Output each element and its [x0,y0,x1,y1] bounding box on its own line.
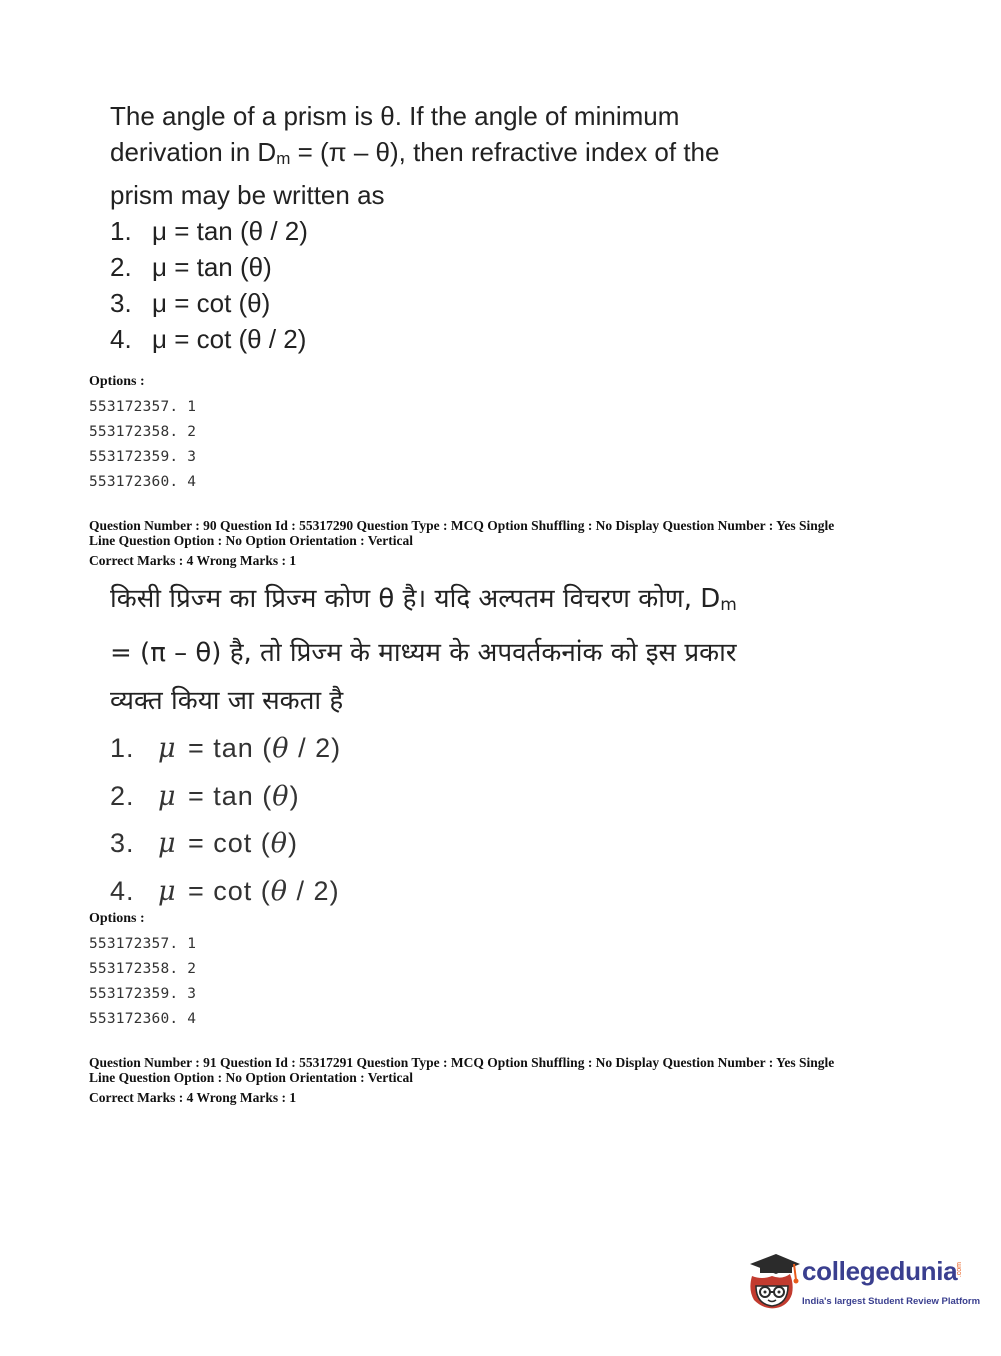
option-text: = cot ( [188,828,271,858]
option-number: 1. [110,733,135,763]
theta-symbol: θ [270,828,289,859]
marks-line: Correct Marks : 4 Wrong Marks : 1 [89,553,297,568]
option-id-line: 553172359. 3 [89,449,197,465]
theta-symbol: θ [270,875,289,907]
option-text: ) [288,828,299,858]
theta-symbol: θ [272,733,290,764]
hindi-text: किसी प्रिज्म का प्रिज्म कोण θ है। यदि अल्पतम विचरण कोण, D [110,584,721,614]
hindi-stem-line: = (π – θ) है, तो प्रिज्म के माध्यम के अपवर्तकनांक को इस प्रकार [110,638,737,668]
meta-line: Line Question Option : No Option Orientation : Vertical [89,1070,414,1085]
meta-line: Question Number : 90 Question Id : 55317290 Question Type : MCQ Option Shuffling : No Display Question Number : Yes Single [89,518,835,533]
option-number: 4. [110,875,135,906]
option-text: ) [289,780,300,811]
option-number: 3. [110,828,135,858]
option-number: 3. [110,288,132,318]
brand-tagline: India's largest Student Review Platform [802,1296,981,1307]
stem-text: derivation in D [110,137,277,167]
mu-symbol: μ [158,875,177,907]
option-text: / 2) [289,733,342,763]
meta-line: Line Question Option : No Option Orientation : Vertical [89,533,414,548]
option-id-line: 553172359. 3 [89,986,197,1002]
option-id-line: 553172360. 4 [89,474,197,490]
meta-line: Question Number : 91 Question Id : 55317291 Question Type : MCQ Option Shuffling : No Display Question Number : Yes Single [89,1055,835,1070]
option-id-line: 553172357. 1 [89,936,197,952]
mu-symbol: μ [158,780,177,812]
option-text: = cot ( [188,875,271,906]
question-meta [89,1055,919,1105]
options-list [89,373,389,495]
brand-domain: .com [956,1262,963,1278]
answer-option [110,773,870,821]
options-label: Options : [89,374,145,389]
option-number: 1. [110,216,132,246]
stem-text: = (π – θ), then refractive index of the [290,137,720,167]
question-stem-line [110,134,810,177]
option-text: = tan ( [188,780,273,811]
theta-symbol: θ [272,780,290,812]
subscript-m: m [720,595,737,615]
subscript-m: m [276,149,291,168]
option-text: μ = tan (θ) [152,252,272,282]
option-number: 2. [110,780,135,811]
answer-option [110,285,810,321]
option-number: 4. [110,324,132,354]
answer-option [110,820,870,868]
mu-symbol: μ [158,733,177,764]
option-text: μ = cot (θ / 2) [152,324,307,354]
option-text: / 2) [288,875,340,906]
mascot-icon [742,1250,800,1314]
answer-option [110,321,810,357]
collegedunia-logo [742,1250,981,1320]
option-id-line: 553172357. 1 [89,399,197,415]
question-stem-line: prism may be written as [110,180,385,210]
hindi-stem-line: व्यक्त किया जा सकता है [110,686,344,716]
question-stem-line: The angle of a prism is θ. If the angle of minimum [110,101,680,131]
answer-option [110,868,870,916]
option-id-line: 553172358. 2 [89,961,197,977]
option-text: μ = cot (θ) [152,288,271,318]
option-text: = tan ( [188,733,273,763]
mu-symbol: μ [158,828,177,859]
option-number: 2. [110,252,132,282]
question-89-image [110,98,810,357]
option-id-line: 553172358. 2 [89,424,197,440]
hindi-stem-line [110,575,870,629]
answer-option [110,249,810,285]
brand-name: collegedunia [802,1256,958,1286]
options-label: Options : [89,911,145,926]
options-list [89,910,389,1032]
question-meta [89,518,919,568]
answer-option [110,213,810,249]
answer-option [110,725,870,773]
question-90-image [110,575,870,915]
option-id-line: 553172360. 4 [89,1011,197,1027]
option-text: μ = tan (θ / 2) [152,216,308,246]
marks-line: Correct Marks : 4 Wrong Marks : 1 [89,1090,297,1105]
